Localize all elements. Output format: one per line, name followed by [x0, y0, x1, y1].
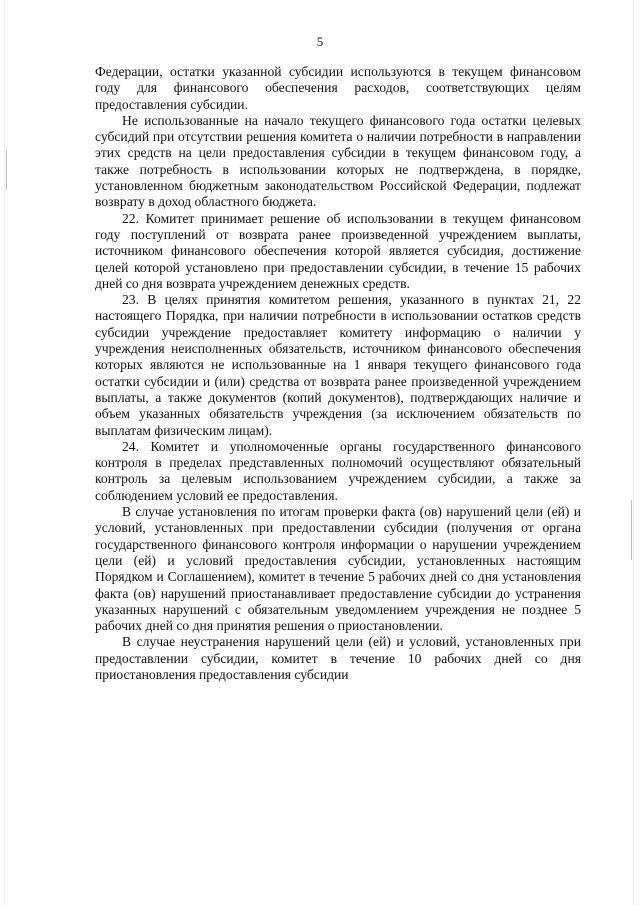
scan-left-edge — [4, 0, 5, 905]
paragraph-unused-balances: Не использованные на начало текущего финансового года остатки целевых субсидий при отсутствии решения комитета о наличии потребности в направлении этих средств на цели предоставления субсидии в текущем финансовом году, а также потребность в использовании которых не подтверждена, в порядке, установленном бюджетным законодательством Российской Федерации, подлежат возврату в доход областного бюджета. — [95, 112, 581, 210]
paragraph-non-elimination: В случае неустранения нарушений цели (ей) и условий, установленных при предоставлении субсидии, комитет в течение 10 рабочих дней со дня приостановления предоставления субсидии — [95, 634, 581, 682]
page-number: 5 — [316, 34, 324, 49]
paragraph-item-22: 22. Комитет принимает решение об использовании в текущем финансовом году поступлений от возврата ранее произведенной учреждением выплаты, источником финансового обеспечения которой является субсидия, достижение целей которой установлено при предоставлении субсидии, в течение 15 рабочих дней со дня возврата учреждением денежных средств. — [95, 210, 581, 291]
paragraph-violations: В случае установления по итогам проверки факта (ов) нарушений цели (ей) и условий, установленных при предоставлении субсидии (получения от органа государственного финансового контроля информации о нарушении учреждением цели (ей) и условий предоставления субсидии, установленных настоящим Порядком и Соглашением), комитет в течение 5 рабочих дней со дня установления факта (ов) нарушений приостанавливает предоставление субсидии до устранения указанных нарушений с обязательным уведомлением учреждения не позднее 5 рабочих дней со дня принятия решения о приостановлении. — [95, 504, 581, 634]
scan-artifact — [6, 150, 7, 190]
paragraph-item-23: 23. В целях принятия комитетом решения, указанного в пунктах 21, 22 настоящего Порядка, при наличии потребности в использовании остатков средств субсидии учреждение предоставляет комитету информацию о наличии у учреждения неисполненных обязательств, источником финансового обеспечения которых являются не использованные на 1 января текущего финансового года остатки субсидии и (или) средства от возврата ранее произведенной учреждением выплаты, а также документов (копий документов), подтверждающих наличие и объем указанных обязательств учреждения (за исключением обязательств по выплатам физическим лицам). — [95, 292, 581, 438]
scan-right-edge — [633, 0, 634, 905]
document-body — [95, 64, 581, 683]
paragraph-item-24: 24. Комитет и уполномоченные органы государственного финансового контроля в пределах представленных полномочий осуществляют обязательный контроль за целевым использованием учреждением субсидии, а также за соблюдением условий ее предоставления. — [95, 438, 581, 503]
paragraph-continuation: Федерации, остатки указанной субсидии используются в текущем финансовом году для финансового обеспечения расходов, соответствующих целям предоставления субсидии. — [95, 64, 581, 112]
scan-artifact — [631, 500, 632, 560]
